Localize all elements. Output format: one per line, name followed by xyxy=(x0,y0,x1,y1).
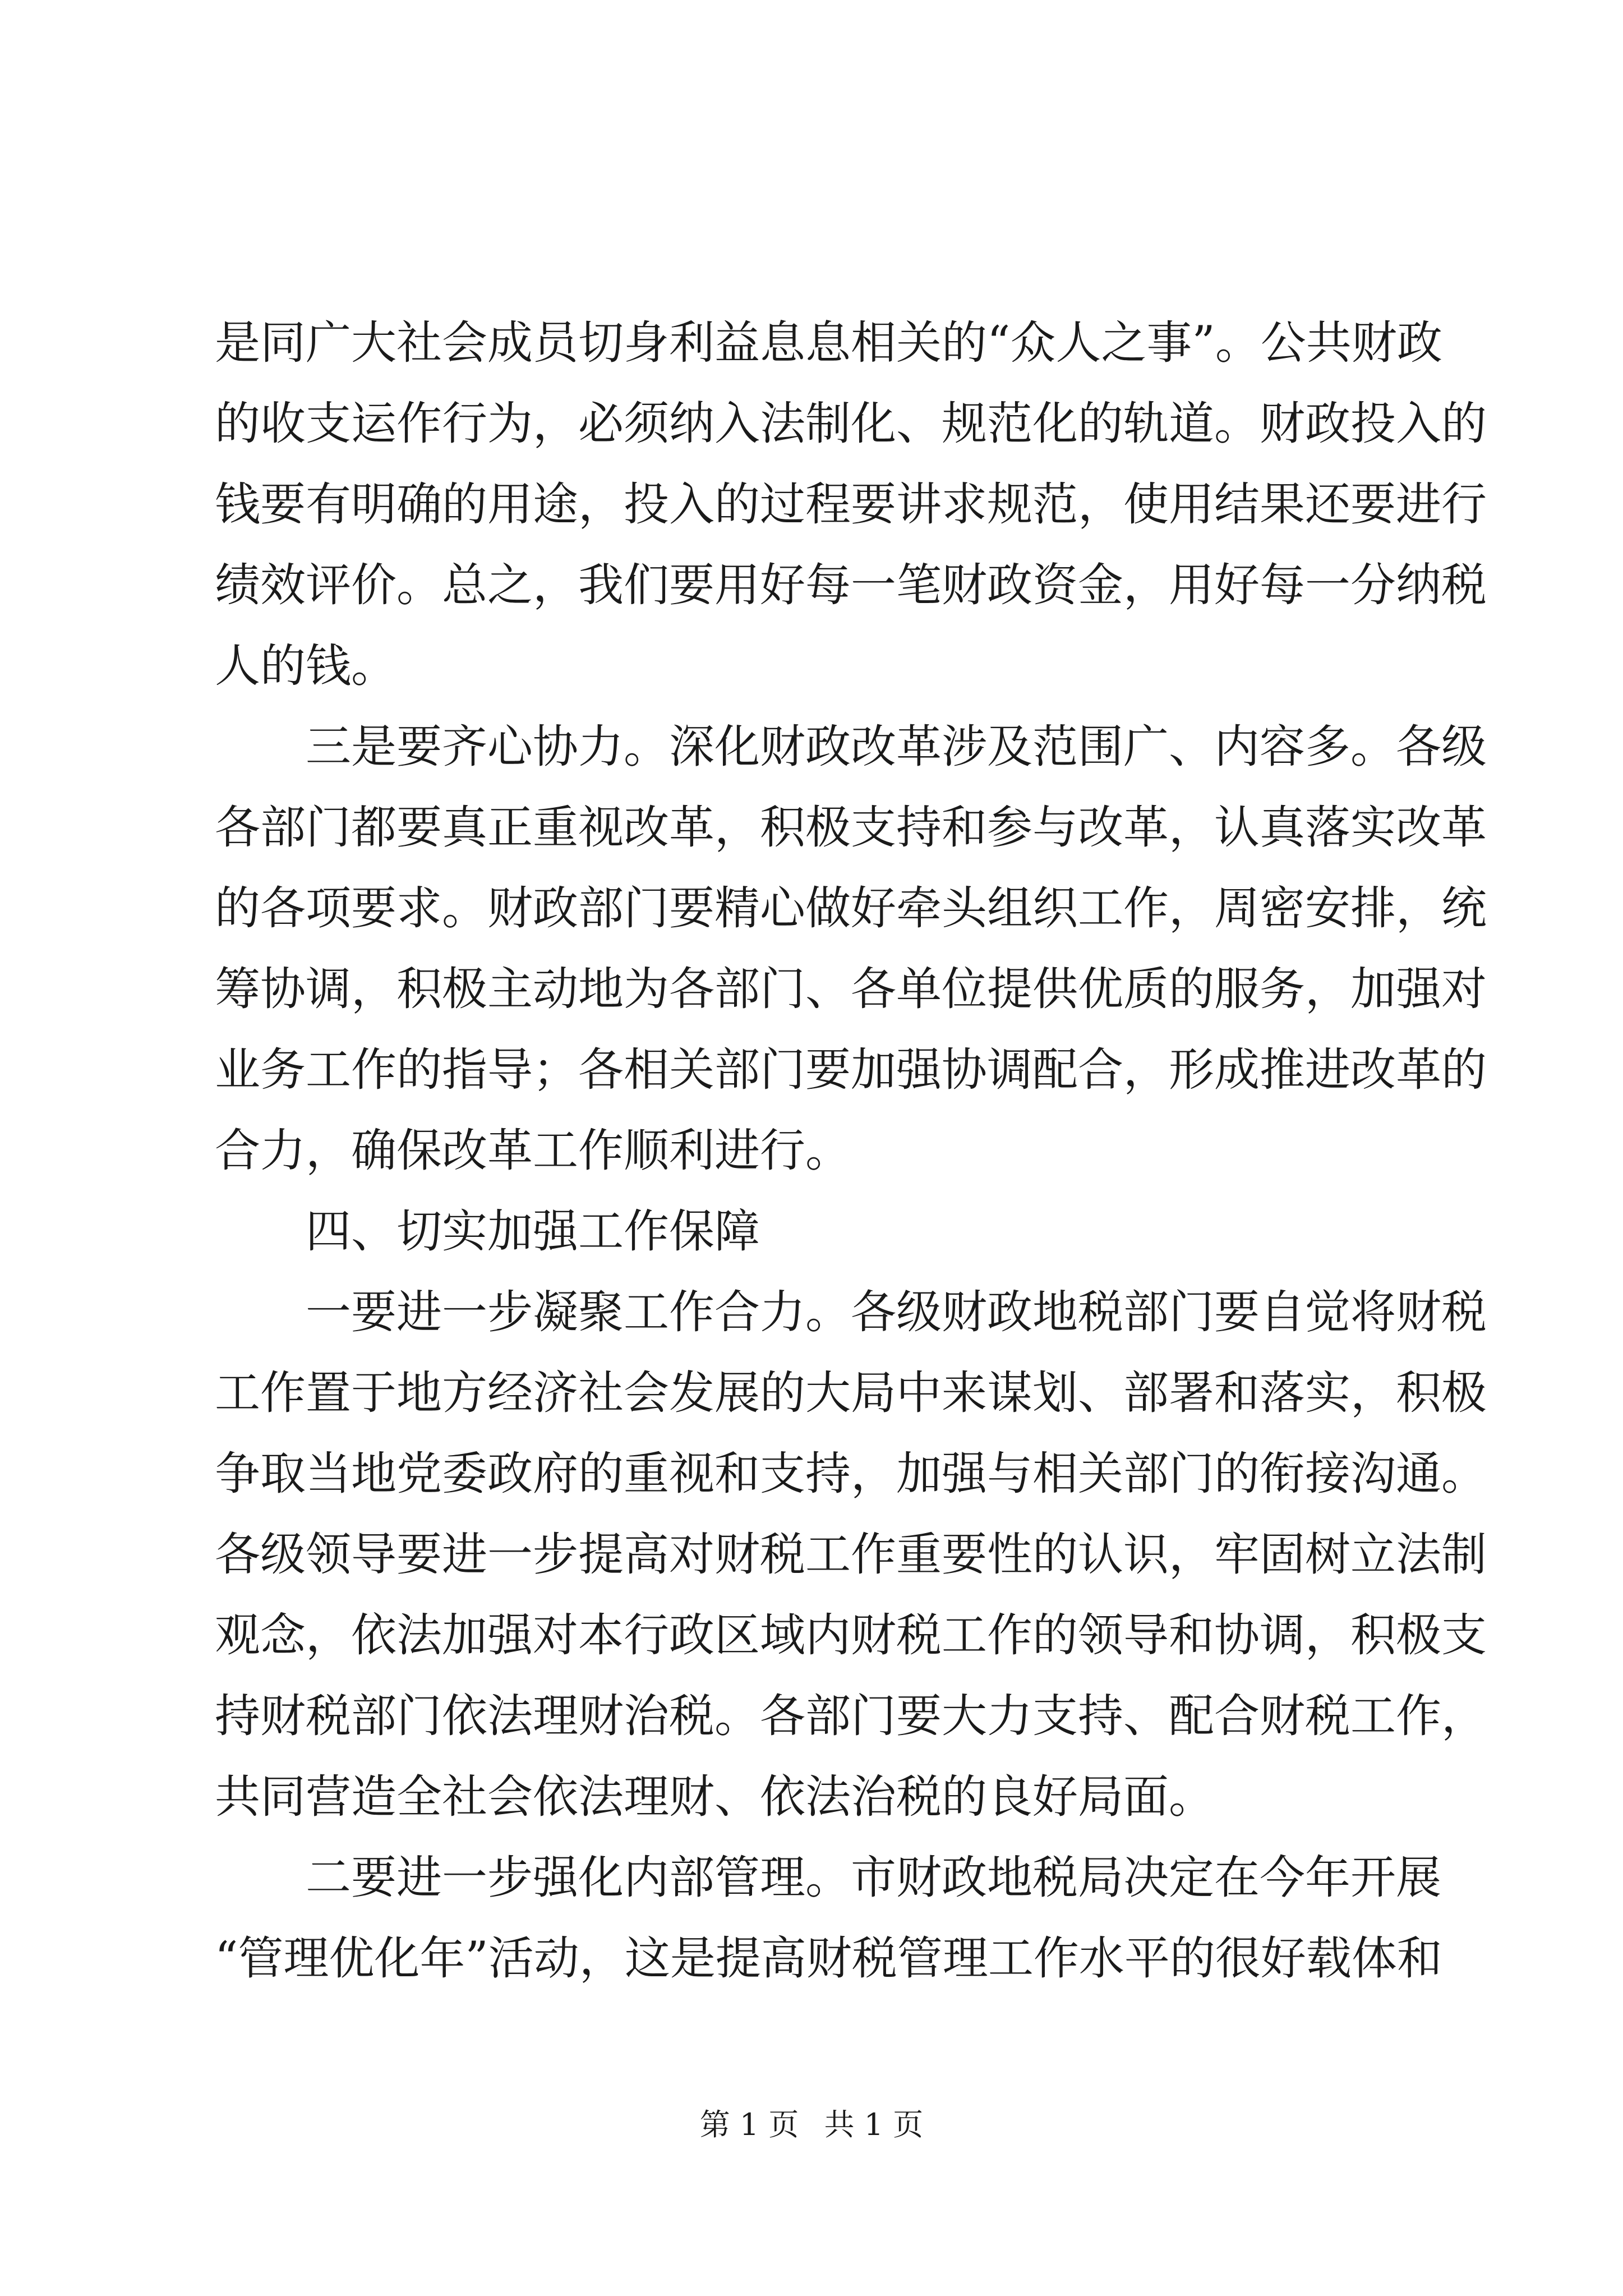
text-line: 一要进一步凝聚工作合力。各级财政地税部门要自觉将财税 xyxy=(306,1286,1487,1339)
text-line: 观念，依法加强对本行政区域内财税工作的领导和协调，积极支 xyxy=(215,1609,1487,1662)
text-line: 绩效评价。总之，我们要用好每一笔财政资金，用好每一分纳税 xyxy=(215,559,1487,612)
text-line: 人的钱。 xyxy=(215,640,397,693)
text-line: 各级领导要进一步提高对财税工作重要性的认识，牢固树立法制 xyxy=(215,1529,1487,1581)
text-line: 三是要齐心协力。深化财政改革涉及范围广、内容多。各级 xyxy=(306,721,1487,774)
document-body xyxy=(215,303,1487,1999)
page-number-total: 共 1 页 xyxy=(824,2107,924,2142)
text-line: 共同营造全社会依法理财、依法治税的良好局面。 xyxy=(215,1771,1215,1824)
text-line: 合力，确保改革工作顺利进行。 xyxy=(215,1125,851,1177)
text-line: 的各项要求。财政部门要精心做好牵头组织工作，周密安排，统 xyxy=(215,882,1487,935)
text-line: 筹协调，积极主动地为各部门、各单位提供优质的服务，加强对 xyxy=(215,963,1487,1016)
page-footer xyxy=(0,2101,1623,2144)
text-line: 工作置于地方经济社会发展的大局中来谋划、部署和落实，积极 xyxy=(215,1367,1487,1420)
text-line: 是同广大社会成员切身利益息息相关的“众人之事”。公共财政 xyxy=(215,317,1442,370)
page-number-current: 第 1 页 xyxy=(699,2107,799,2142)
text-line: 二要进一步强化内部管理。市财政地税局决定在今年开展 xyxy=(306,1852,1442,1904)
text-line: 争取当地党委政府的重视和支持，加强与相关部门的衔接沟通。 xyxy=(215,1448,1487,1501)
section-heading: 四、切实加强工作保障 xyxy=(306,1205,760,1258)
text-line: “管理优化年”活动，这是提高财税管理工作水平的很好载体和 xyxy=(215,1932,1442,1985)
text-line: 业务工作的指导；各相关部门要加强协调配合，形成推进改革的 xyxy=(215,1044,1487,1097)
text-line: 钱要有明确的用途，投入的过程要讲求规范，使用结果还要进行 xyxy=(215,478,1487,531)
text-line: 的收支运作行为，必须纳入法制化、规范化的轨道。财政投入的 xyxy=(215,398,1487,450)
text-line: 持财税部门依法理财治税。各部门要大力支持、配合财税工作， xyxy=(215,1690,1487,1743)
text-line: 各部门都要真正重视改革，积极支持和参与改革，认真落实改革 xyxy=(215,802,1487,854)
